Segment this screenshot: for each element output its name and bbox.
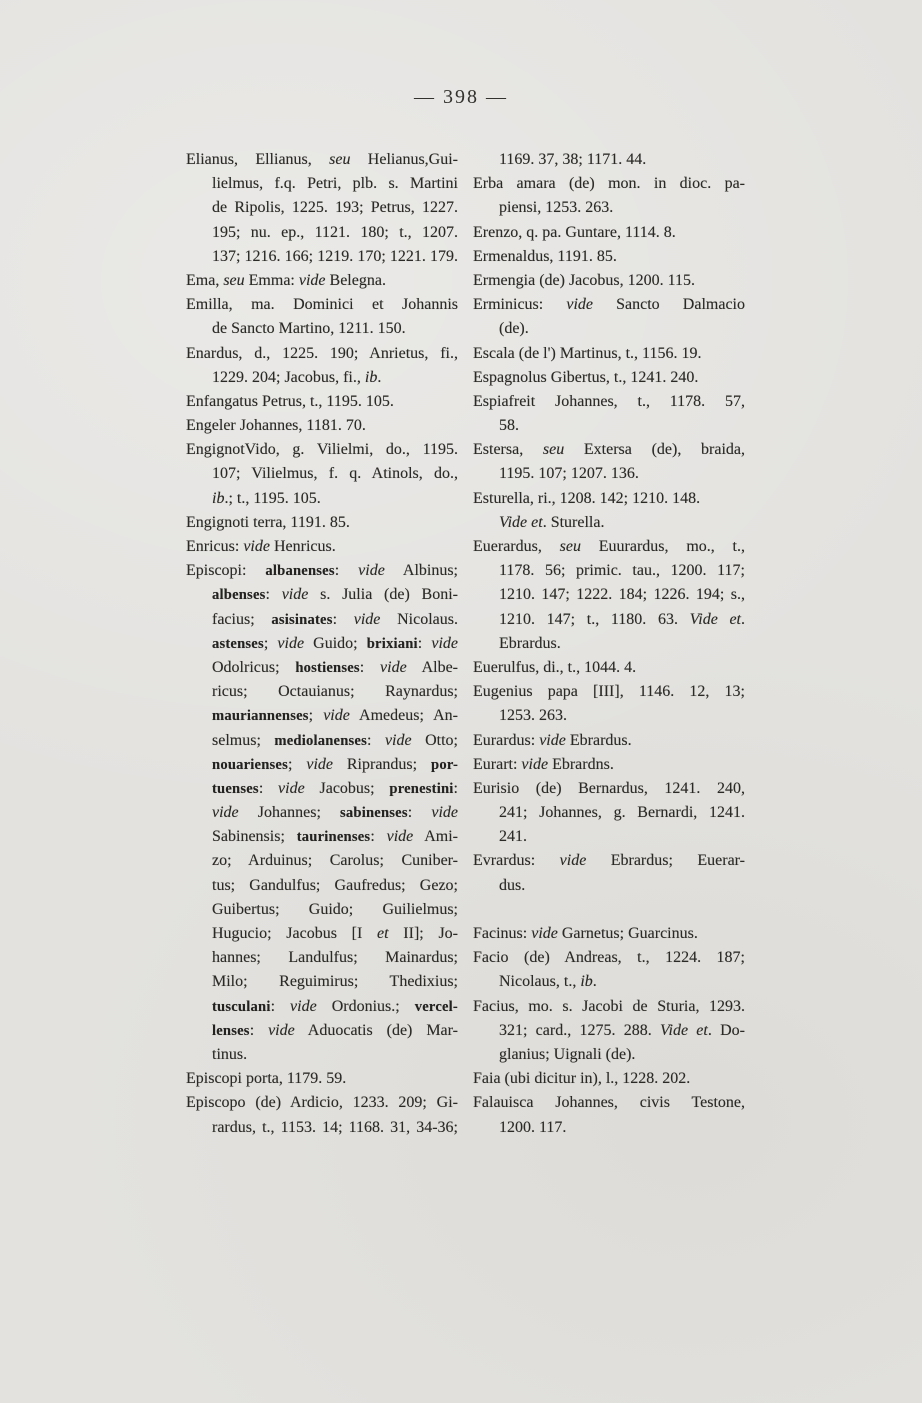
index-line: Evrardus: vide Ebrardus; Euerar- (473, 852, 746, 870)
index-line: mauriannenses; vide Amedeus; An- (212, 707, 458, 725)
index-line: ricus; Octauianus; Raynardus; (212, 683, 458, 701)
index-line: 1195. 107; 1207. 136. (499, 465, 639, 483)
index-line: Espagnolus Gibertus, t., 1241. 240. (473, 368, 699, 386)
index-line: vide Johannes; sabinenses: vide (212, 804, 458, 822)
index-line: Estersa, seu Extersa (de), braida, (473, 441, 745, 459)
index-line: Euerulfus, di., t., 1044. 4. (473, 658, 637, 676)
index-line: Ermengia (de) Jacobus, 1200. 115. (473, 271, 696, 289)
blank-line (473, 898, 745, 922)
index-line: rardus, t., 1153. 14; 1168. 31, 34-36; (212, 1118, 458, 1136)
index-line: EngignotVido, g. Vilielmi, do., 1195. (186, 441, 458, 459)
index-line: albenses: vide s. Julia (de) Boni- (212, 586, 458, 604)
index-line: 1229. 204; Jacobus, fi., ib. (212, 368, 382, 386)
index-line: Facinus: vide Garnetus; Guarcinus. (473, 925, 698, 942)
index-line: Espiafreit Johannes, t., 1178. 57, (473, 392, 745, 410)
index-line: Nicolaus, t., ib. (499, 973, 597, 991)
index-line: 241. (499, 828, 527, 846)
index-line: glanius; Uignali (de). (499, 1045, 636, 1063)
index-line: Erba amara (de) mon. in dioc. pa- (473, 175, 745, 193)
index-line: nouarienses; vide Riprandus; por- (212, 755, 459, 773)
index-line: lielmus, f.q. Petri, plb. s. Martini (212, 175, 458, 193)
index-line: Enricus: vide Henricus. (186, 538, 336, 555)
index-line: Ema, seu Emma: vide Belegna. (186, 271, 386, 289)
index-line: Enfangatus Petrus, t., 1195. 105. (186, 392, 394, 410)
index-line: Milo; Reguimirus; Thedixius; (212, 973, 458, 991)
index-line: Odolricus; hostienses: vide Albe- (212, 658, 459, 676)
index-line: ib.; t., 1195. 105. (212, 489, 321, 507)
index-line: Eurart: vide Ebrardns. (473, 755, 614, 773)
index-line: Eurisio (de) Bernardus, 1241. 240, (473, 779, 745, 797)
index-line: tuenses: vide Jacobus; prenestini: (212, 779, 458, 797)
index-line: hannes; Landulfus; Mainardus; (212, 949, 458, 967)
index-line: Sabinensis; taurinenses: vide Ami- (212, 828, 459, 846)
index-line: Erminicus: vide Sancto Dalmacio (473, 296, 745, 314)
index-line: Facius, mo. s. Jacobi de Sturia, 1293. (473, 997, 745, 1015)
index-line: astenses; vide Guido; brixiani: vide (212, 634, 458, 652)
index-line: Elianus, Ellianus, seu Helianus,Gui- (186, 151, 458, 168)
index-line: 137; 1216. 166; 1219. 170; 1221. 179. (212, 247, 458, 265)
page-number: — 398 — (414, 86, 508, 108)
index-line: tus; Gandulfus; Gaufredus; Gezo; (212, 876, 458, 894)
index-line: tinus. (212, 1045, 248, 1063)
index-line: de Ripolis, 1225. 193; Petrus, 1227. (212, 199, 458, 217)
index-line: 241; Johannes, g. Bernardi, 1241. (499, 804, 745, 822)
index-line: Esturella, ri., 1208. 142; 1210. 148. (473, 489, 701, 507)
index-line: Vide et. Sturella. (499, 513, 605, 531)
index-line: Enardus, d., 1225. 190; Anrietus, fi., (186, 344, 458, 362)
index-line: piensi, 1253. 263. (499, 199, 614, 217)
index-line: lenses: vide Aduocatis (de) Mar- (212, 1021, 458, 1039)
index-line: Eurardus: vide Ebrardus. (473, 731, 632, 749)
index-line: Hugucio; Jacobus [I et II]; Jo- (212, 925, 459, 942)
index-line: 1210. 147; t., 1180. 63. Vide et. (499, 610, 746, 628)
index-line: 1169. 37, 38; 1171. 44. (499, 151, 647, 168)
index-line: 1253. 263. (499, 707, 567, 725)
index-line: (de). (499, 320, 529, 338)
index-line: 1178. 56; primic. tau., 1200. 117; (499, 562, 745, 580)
index-line: Faia (ubi dicitur in), l., 1228. 202. (473, 1070, 691, 1088)
index-line: zo; Arduinus; Carolus; Cuniber- (212, 852, 458, 870)
index-line: Emilla, ma. Dominici et Johannis (186, 296, 458, 314)
index-line: 107; Vilielmus, f. q. Atinols, do., (212, 465, 458, 483)
index-line: Guibertus; Guido; Guilielmus; (212, 900, 458, 918)
index-line: tusculani: vide Ordonius.; vercel- (212, 997, 458, 1015)
index-line: Ebrardus. (499, 634, 561, 652)
index-line: Eugenius papa [III], 1146. 12, 13; (473, 683, 745, 701)
index-line: facius; asisinates: vide Nicolaus. (212, 610, 458, 628)
index-line: 321; card., 1275. 288. Vide et. Do- (499, 1021, 745, 1039)
index-line: Episcopi porta, 1179. 59. (186, 1070, 347, 1088)
index-line: 1200. 117. (499, 1118, 567, 1136)
index-line: Falauisca Johannes, civis Testone, (473, 1094, 745, 1112)
index-line: selmus; mediolanenses: vide Otto; (212, 731, 458, 749)
left-column (186, 148, 458, 1140)
index-line: dus. (499, 876, 526, 894)
index-line: Erenzo, q. pa. Guntare, 1114. 8. (473, 223, 676, 241)
index-line: 195; nu. ep., 1121. 180; t., 1207. (212, 223, 458, 241)
index-line: Episcopo (de) Ardicio, 1233. 209; Gi- (186, 1094, 458, 1112)
index-line: Escala (de l') Martinus, t., 1156. 19. (473, 344, 702, 362)
index-line: 58. (499, 417, 519, 435)
index-line: de Sancto Martino, 1211. 150. (212, 320, 406, 338)
index-line: Ermenaldus, 1191. 85. (473, 247, 617, 265)
index-line: Engeler Johannes, 1181. 70. (186, 417, 366, 435)
index-line: Euerardus, seu Euurardus, mo., t., (473, 538, 745, 555)
index-line: Episcopi: albanenses: vide Albinus; (186, 562, 458, 580)
index-line: 1210. 147; 1222. 184; 1226. 194; s., (499, 586, 745, 604)
index-line: Engignoti terra, 1191. 85. (186, 513, 350, 531)
index-line: Facio (de) Andreas, t., 1224. 187; (473, 949, 745, 967)
right-column (473, 148, 745, 1140)
